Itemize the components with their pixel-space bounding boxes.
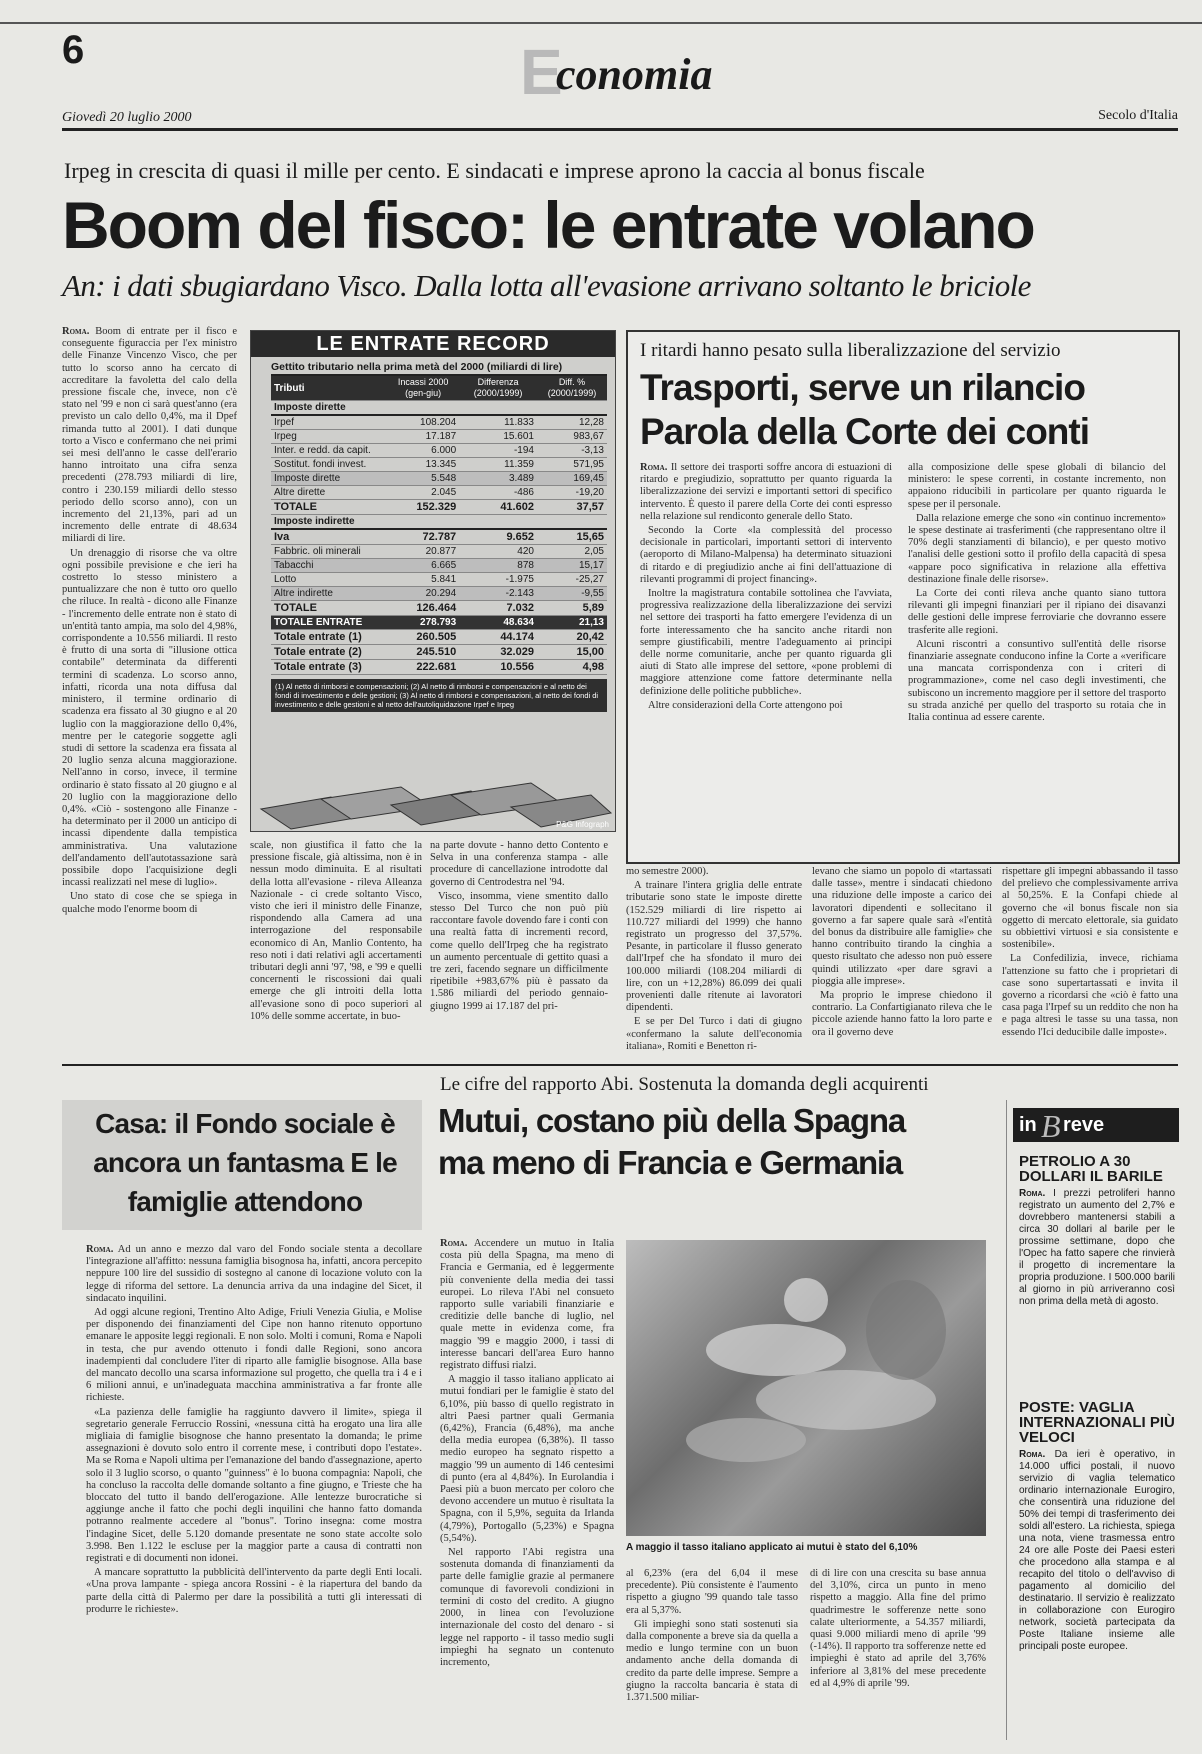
mutui-kicker: Le cifre del rapporto Abi. Sostenuta la domanda degli acquirenti bbox=[440, 1074, 929, 1095]
mutui-column-2 bbox=[626, 1568, 798, 1744]
entrate-record-infographic bbox=[250, 330, 616, 832]
main-paragraph: levano che siamo un popolo di «tartassati dalle tasse», mentre i sindacati chiedono una riduzione delle imposte a carico dei lavoratori dipendenti e sollecitano il governo a far sapere quale sarà «l'entità del bonus da distribuire alle famiglie» che hanno contribuito tirando la cinghia a questo risultato che adesso non può essere quindi utilizzato «per dare sgravi a pioggia alle imprese». bbox=[812, 866, 992, 987]
section-logo-initial: E bbox=[520, 36, 563, 108]
casa-dateline: Roma. bbox=[86, 1244, 114, 1255]
table-cell: Imposte dirette bbox=[271, 472, 387, 486]
in-breve-box bbox=[1006, 1100, 1179, 1740]
main-paragraph: rispettare gli impegni abbassando il tasso del prelievo che complessivamente arriva al 50,25%. E la Confapi chiede al governo che «il bonus fiscale non sia oggetto di mercato elettorale, sia guidato su obbiettivi virtuosi e sia consistente e sostenibile». bbox=[1002, 866, 1178, 951]
table-cell: TOTALE bbox=[271, 500, 387, 515]
table-cell: 5.548 bbox=[387, 472, 459, 486]
casa-paragraph: «La pazienza delle famiglie ha raggiunto davvero il limite», spiega il segretario generale Ferruccio Rossini, «nessuna città ha erogato una lira alle migliaia di famiglie bisognose che hanno presentato la domanda; le prime assegnazioni è dovuto solo entro il corrente mese, i contributi dopo l'estate». Ma se Roma e Napoli ultima per l'emanazione del bando d'assegnazione, aperto solo il 3 luglio scorso, o quanto "guinness" è lo buona compagnia: Napoli, che ha concluso la raccolta delle domande soltanto a fine giugno, e Trieste che ha bloccato del tutto il bando dell'erogazione. Alle lentezze burocratiche si aggiunge anche il fatto che pochi degli inquilini che hanno fatto domanda potranno realmente accedere al "bonus". Torino insegna: come mostra l'indagine Sicet, delle 5.120 domande presentate ne sono state accolte solo 3.998. Ben 1.122 le escluse per la maggior parte a causa di contratti non registrati e di documenti non idonei. bbox=[86, 1406, 422, 1565]
table-cell: Totale entrate (1) bbox=[271, 630, 387, 645]
table-cell: Totale entrate (3) bbox=[271, 660, 387, 675]
table-row bbox=[271, 430, 607, 444]
top-rule bbox=[0, 22, 1202, 24]
table-row bbox=[271, 630, 607, 645]
main-paragraph: Ma proprio le imprese chiedono il contrario. La Confartigianato rileva che le piccole aziende hanno fatto la loro parte e ora il governo deve bbox=[812, 990, 992, 1038]
brief-title: PETROLIO A 30 DOLLARI IL BARILE bbox=[1019, 1153, 1163, 1185]
main-paragraph: A trainare l'intera griglia delle entrate tributarie sono state le imposte dirette (152.529 miliardi di lire rispetto ai 110.727 miliardi del 1999) che hanno registrato un progresso del 37,57%. Pesante, in particolare il flusso generato dall'Irpef che ha sfondato il muro dei 100.000 miliardi (108.204 miliardi di lire, con un +12,28%) 86.099 dei quali provenienti dalle ritenute ai lavoratori dipendenti. bbox=[626, 880, 802, 1014]
header-cell: Incassi 2000 (gen-giu) bbox=[387, 376, 459, 401]
transport-kicker: I ritardi hanno pesato sulla liberalizzazione del servizio bbox=[640, 340, 1061, 361]
table-cell: 5.841 bbox=[387, 573, 459, 587]
table-cell: TOTALE bbox=[271, 601, 387, 616]
table-cell: Iva bbox=[271, 529, 387, 545]
table-cell: 5,89 bbox=[537, 601, 607, 616]
table-cell: Fabbric. oli minerali bbox=[271, 545, 387, 559]
transport-paragraph: La Corte dei conti rileva anche quanto siano tuttora rilevanti gli impegni finanziari per il ripiano dei disavanzi delle gestioni delle imprese ferroviarie che dovranno essere trasferite alle regioni. bbox=[908, 588, 1166, 636]
table-row bbox=[271, 529, 607, 545]
table-cell: -25,27 bbox=[537, 573, 607, 587]
mutui-paragraph: Accendere un mutuo in Italia costa più della Spagna, ma meno di Francia e Germania, ed è leggermente più conveniente della media dei tassi europei. Lo rileva l'Abi nel consueto rapporto sulle variabili finanziarie e creditizie delle banche di luglio, nel quale mette in evidenza come, fra maggio '99 e maggio 2000, i tassi di interesse bancari dell'area Euro hanno registrato diffusi rialzi. bbox=[440, 1238, 614, 1372]
brief-title: POSTE: VAGLIA INTERNAZIONALI PIÙ VELOCI bbox=[1019, 1399, 1175, 1446]
main-paragraph: scale, non giustifica il fatto che la pressione fiscale, già altissima, non è in nessun modo diminuita. E al risultati della lotta all'evasione - rileva Alleanza Nazionale - ci crede soltanto Visco, visto che ieri il ministro delle Finanze, rispondendo alla Camera ad una interrogazione del responsabile economico di An, Manlio Contento, ha reso noti i dati relativi agli accertamenti tributari degli anni '97, '98, e '99 e quelli concernenti le riscossioni dai quali emerge che gli introiti della lotta all'evasione sono di poco superiori al 10% delle somme accertate, in buo- bbox=[250, 840, 422, 1022]
table-section-label: Imposte dirette bbox=[271, 401, 607, 416]
transport-headline-1: Trasporti, serve un rilancio bbox=[640, 367, 1085, 408]
table-cell: 983,67 bbox=[537, 430, 607, 444]
table-row bbox=[271, 458, 607, 472]
transport-paragraph: alla composizione delle spese globali di bilancio del ministero: le spese correnti, in costante incremento, non appaiono riducibili in particolare per quanto riguarda le spese per il personale. bbox=[908, 462, 1166, 510]
transport-paragraph: Inoltre la magistratura contabile sottolinea che l'avviata, progressiva realizzazione della liberalizzazione dei servizi nel settore dei trasporti ha fatto emergere l'evidenza di un forte interessamento che ha sancito anche ritardi non sempre giustificabili, mentre l'adeguamento ai principi delle norme comunitarie, anche per quanto riguarda gli aiuti di Stato alle imprese del settore, «pone problemi di maggiore attenzione come fattore determinante nella definizione delle politiche pubbliche». bbox=[640, 588, 892, 697]
table-row bbox=[271, 645, 607, 660]
main-paragraph: Uno stato di cose che se spiega in qualche modo l'enorme boom di bbox=[62, 891, 237, 915]
table-cell: 245.510 bbox=[387, 645, 459, 660]
in-breve-logo bbox=[1013, 1108, 1179, 1142]
transport-dateline: Roma. bbox=[640, 462, 668, 473]
table-cell: 6.000 bbox=[387, 444, 459, 458]
transport-paragraph: Altre considerazioni della Corte attengono poi bbox=[648, 699, 843, 711]
transport-article-box bbox=[626, 330, 1180, 864]
table-cell: 169,45 bbox=[537, 472, 607, 486]
table-cell: 260.505 bbox=[387, 630, 459, 645]
table-row bbox=[271, 573, 607, 587]
table-cell: Irpeg bbox=[271, 430, 387, 444]
infographic-table-wrap bbox=[271, 376, 607, 712]
transport-paragraph: Dalla relazione emerge che sono «in continuo incremento» le spese destinate ai trasferimenti (che rappresentano oltre il 70% degli stanziamenti di bilancio), e per questo motivo l'analisi delle gestioni sotto il profilo della capacità di spesa «appare poco significativa in relazione alla effettiva destinazione finale delle risorse». bbox=[908, 512, 1166, 585]
main-column-5 bbox=[812, 866, 992, 1056]
mutui-column-1 bbox=[440, 1238, 614, 1744]
table-cell: 13.345 bbox=[387, 458, 459, 472]
table-cell: 7.032 bbox=[459, 601, 537, 616]
transport-column-2 bbox=[908, 462, 1166, 852]
table-cell: -19,20 bbox=[537, 486, 607, 500]
table-cell: Lotto bbox=[271, 573, 387, 587]
transport-paragraph: Secondo la Corte «la complessità del processo decisionale in particolari, importanti settori di intervento (aeroporto di Milano-Malpensa) ha determinato situazioni di ritardo e di pregiudizio anche ai fini dell'attuazione di rilevanti programmi di project financing». bbox=[640, 525, 892, 585]
main-paragraph: E se per Del Turco i dati di giugno «confermano la salute dell'economia italiana», Romiti e Benetton ri- bbox=[626, 1016, 802, 1052]
brief-dateline: Roma. bbox=[1019, 1449, 1046, 1460]
mutui-paragraph: di di lire con una crescita su base annua del 3,10%, circa un punto in meno rispetto a maggio. Alla fine del primo quadrimestre le sofferenze nette sono calate ulteriormente, a 54.357 miliardi, quasi 9.000 miliardi meno di aprile '99 (-14%). Il rapporto tra sofferenze nette ed impieghi è stato ad aprile del 3,76% inferiore al 3,81% del mese precedente ed al 4,9% di aprile '99. bbox=[810, 1568, 986, 1689]
main-dateline: Roma. bbox=[62, 326, 90, 337]
table-cell: 9.652 bbox=[459, 529, 537, 545]
mutui-column-3 bbox=[810, 1568, 986, 1744]
table-cell: -3,13 bbox=[537, 444, 607, 458]
mutui-headline-1: Mutui, costano più della Spagna bbox=[438, 1102, 906, 1139]
table-row bbox=[271, 486, 607, 500]
table-cell: Altre dirette bbox=[271, 486, 387, 500]
mutui-paragraph: Gli impieghi sono stati sostenuti sia dalla componente a breve sia da quella a medio e lungo termine con un buon andamento anche della domanda di credito da parte delle imprese. Sempre a giugno la raccolta bancaria è stata di 1.371.500 miliar- bbox=[626, 1618, 798, 1704]
table-cell: Tabacchi bbox=[271, 559, 387, 573]
table-section-label: Imposte indirette bbox=[271, 515, 607, 530]
main-paragraph: La Confedilizia, invece, richiama l'attenzione su fatto che i proprietari di case sono supertartassati e invita il governo a ricordarsi che «ciò è fatto una casa paga l'Irpef su un reddito che non ha e paga altresì le tasse su una tassa, non essendo l'Ici deducibile dalle imposte». bbox=[1002, 953, 1178, 1038]
page-number: 6 bbox=[62, 28, 85, 72]
table-cell: 2.045 bbox=[387, 486, 459, 500]
in-breve-logo-post: reve bbox=[1063, 1114, 1105, 1136]
mutui-headline-2: ma meno di Francia e Germania bbox=[438, 1144, 903, 1181]
table-cell: 878 bbox=[459, 559, 537, 573]
table-cell: 32.029 bbox=[459, 645, 537, 660]
infographic-footnote: (1) Al netto di rimborsi e compensazioni; (2) Al netto di rimborsi e compensazioni e al netto dei fondi di investimento e delle gestioni; (3) Al netto di rimborsi e compensazioni, al netto dei fondi di investimento e delle gestioni e al netto dell'autoliquidazione Irpef e Irpeg bbox=[271, 679, 607, 712]
entrate-table-body bbox=[271, 401, 607, 675]
table-cell: Sostitut. fondi invest. bbox=[271, 458, 387, 472]
table-cell: 126.464 bbox=[387, 601, 459, 616]
issue-date: Giovedì 20 luglio 2000 bbox=[62, 110, 192, 125]
brief-dateline: Roma. bbox=[1019, 1188, 1046, 1199]
table-cell: 44.174 bbox=[459, 630, 537, 645]
main-paragraph: Visco, insomma, viene smentito dallo stesso Del Turco che non può più raccontare favole dovendo fare i conti con una realtà fatta di incrementi record, come quello dell'Irpeg che ha registrato un aumento percentuale di gettito quasi a tre zeri, facendo segnare un difficilmente ripetibile +983,67% più è passato da 1.586 miliardi del periodo gennaio-giugno 1999 ai 17.187 del pri- bbox=[430, 890, 608, 1012]
main-headline: Boom del fisco: le entrate volano bbox=[62, 188, 1034, 262]
in-breve-logo-b: B bbox=[1041, 1108, 1061, 1144]
table-cell: 21,13 bbox=[537, 616, 607, 630]
table-row bbox=[271, 545, 607, 559]
table-cell: 4,98 bbox=[537, 660, 607, 675]
transport-paragraph: Il settore dei trasporti soffre ancora di estuazioni di ritardo e pregiudizio, soprattutto per quanto riguarda la liberalizzazione dei servizi e importanti settori di specifico intervento. È questo il parere della Corte dei conti espresso nella relazione sul rendiconto generale dello Stato. bbox=[640, 462, 892, 522]
table-cell: 108.204 bbox=[387, 415, 459, 430]
header-cell: Tributi bbox=[271, 376, 387, 401]
paper-name: Secolo d'Italia bbox=[1098, 108, 1178, 123]
table-cell: -194 bbox=[459, 444, 537, 458]
brief-text: Da ieri è operativo, in 14.000 uffici postali, il nuovo servizio di vaglia telematico ordinario internazionale Eurogiro, che consentirà una riduzione del 50% dei tempi di trasferimento dei soldi all'estero. La richiesta, spiega una nota, viene trasmessa entro 24 ore alle Poste dei Paesi esteri che procedono alla stampa e al recapito del titolo o dell'avviso di pagamento al domicilio del destinatario. Il servizio è realizzato in collaborazione con Eurogiro network, società partecipata da Poste Italiane insieme alle principali poste europee. bbox=[1019, 1449, 1176, 1652]
in-breve-logo-pre: in bbox=[1019, 1114, 1037, 1136]
table-cell: 15.601 bbox=[459, 430, 537, 444]
table-cell: 6.665 bbox=[387, 559, 459, 573]
table-row bbox=[271, 601, 607, 616]
casa-paragraph: Ad un anno e mezzo dal varo del Fondo sociale stenta a decollare l'integrazione all'affitto: nessuna famiglia bisognosa ha, infatti, ancora percepito neppure 100 lire del sussidio di sostegno al canone di locazione voluto con la legge di riforma del settore. La denuncia arriva da una indagine del Sicet, il sindacato inquilini. bbox=[86, 1244, 422, 1304]
table-row bbox=[271, 660, 607, 675]
main-paragraph: Boom di entrate per il fisco e conseguente figuraccia per l'ex ministro delle Finanze Vincenzo Visco, che per tutto lo scorso anno ha cercato di accreditare la favoletta del calo della pressione fiscale che, invece, non c'è stato nel '99 e non ci sarà quest'anno (era previsto un calo dello 0,4%, ma il Dpef rimanda tutto al 2001). I dati dunque torto a Visco e confermano che nei primi sei mesi dell'anno le casse dell'erario hanno introitato una cifra senza precedenti (278.793 miliardi di lire, contro i 230.159 miliardi dello stesso periodo dello scorso anno), con un incremento del 21,13%, pari ad un incremento delle entrate di 48.634 miliardi di lire. bbox=[62, 326, 237, 545]
main-kicker: Irpeg in crescita di quasi il mille per cento. E sindacati e imprese aprono la caccia al bonus fiscale bbox=[64, 158, 925, 183]
header-cell: Diff. % (2000/1999) bbox=[537, 376, 607, 401]
main-column-3 bbox=[430, 840, 608, 1056]
table-cell: 20.877 bbox=[387, 545, 459, 559]
table-cell: 278.793 bbox=[387, 616, 459, 630]
table-cell: 10.556 bbox=[459, 660, 537, 675]
casa-paragraph: A mancare soprattutto la pubblicità dell'intervento da parte degli Enti locali. «Una prova lampante - spiega ancora Rossini - è la riapertura del bando da parte della città di Palermo per dare la possibilità a tutti gli interessati di produrre le richieste». bbox=[86, 1567, 422, 1615]
brief-item bbox=[1019, 1400, 1175, 1653]
table-cell: 12,28 bbox=[537, 415, 607, 430]
transport-paragraph: Alcuni riscontri a consuntivo sull'entità delle risorse finanziarie assegnate conducono infine la Corte a «verificare una mancata corrispondenza con i criteri di programmazione», come nel caso degli investimenti, che subiscono un incremento maggiore per il settore del trasporto su strada anziché per quello del trasporto su rotaia che in Italia continua ad essere carente. bbox=[908, 638, 1166, 724]
table-cell: 15,65 bbox=[537, 529, 607, 545]
infographic-title: LE ENTRATE RECORD bbox=[251, 331, 615, 357]
section-divider bbox=[62, 1064, 1178, 1066]
table-cell: Inter. e redd. da capit. bbox=[271, 444, 387, 458]
table-cell: 11.833 bbox=[459, 415, 537, 430]
main-column-2 bbox=[250, 840, 422, 1056]
table-cell: -486 bbox=[459, 486, 537, 500]
table-cell: 420 bbox=[459, 545, 537, 559]
brief-item bbox=[1019, 1154, 1175, 1308]
mutui-paragraph: Nel rapporto l'Abi registra una sostenuta domanda di finanziamenti da parte delle famiglie grazie al permanere comunque di favorevoli condizioni in termini di costo del credito. A giugno 2000, in linea con l'evoluzione internazionale del costo del denaro - si legge nel rapporto - il tasso medio sugli impieghi ha segnato un contenuto incremento, bbox=[440, 1547, 614, 1668]
table-cell: 15,00 bbox=[537, 645, 607, 660]
table-cell: 571,95 bbox=[537, 458, 607, 472]
table-row bbox=[271, 587, 607, 601]
main-paragraph: mo semestre 2000). bbox=[626, 866, 709, 877]
table-cell: 2,05 bbox=[537, 545, 607, 559]
table-cell: Totale entrate (2) bbox=[271, 645, 387, 660]
table-cell: Irpef bbox=[271, 415, 387, 430]
table-cell: 48.634 bbox=[459, 616, 537, 630]
masthead-rule bbox=[62, 128, 1178, 131]
table-cell: 37,57 bbox=[537, 500, 607, 515]
mutui-paragraph: A maggio il tasso italiano applicato ai mutui fondiari per le famiglie è stato del 6,10%, più basso di quello registrato in altri Paesi partner quali Germania (6,42%), Francia (6,48%), ma anche della media europea (6,38%). Il tasso medio europeo ha segnato rispetto a maggio '99 un aumento di 146 centesimi di punto (era al 4,84%). In Eurolandia i Paesi più a buon mercato per coloro che devono accendere un mutuo è risultata la Spagna, con il 5,9%, seguita da Irlanda (4,79%), Portogallo (5,23%) e Spagna (5,54%). bbox=[440, 1374, 614, 1544]
entrate-table-header bbox=[271, 376, 607, 401]
section-logo-text: conomia bbox=[556, 50, 713, 99]
main-column-1 bbox=[62, 326, 237, 1056]
main-paragraph: Un drenaggio di risorse che va oltre ogni possibile previsione e che ieri ha costretto lo stesso ministero a puntualizzare che non è tutto oro quello che riluce. In realtà - dicono alle Finanze - l'incremento delle entrate non è stato di un'entità tanto ampia, ma solo del 4,98%, corrispondente a 10.556 miliardi. Il resto è frutto di una sorta di "illusione ottica contabile" determinata da differenti termini di scadenza. Lo scorso anno, infatti, ricorda una nota diffusa dal ministero, il termine ordinario di scadenza era fissato al 30 giugno e al 20 luglio con la maggiorazione dello 0,4%, mentre per le categorie soggette agli studi di settore la scadenza era fissata al 20 luglio senza alcuna maggiorazione. Nell'anno in corso, invece, il termine ordinario è stato fissato al 20 giugno e al 20 luglio con la maggiorazione dello 0,4%. «Ciò - sostengono alle Finanze - ha determinato per il 2000 un anticipo di incassi dipendente dalla tempistica amministrativa. Una valutazione dell'andamento dell'autotassazione sarà possibile dopo l'acquisizione degli incassi realizzati nel mese di luglio». bbox=[62, 547, 237, 889]
infographic-subtitle: Gettito tributario nella prima metà del 2000 (miliardi di lire) bbox=[271, 360, 607, 376]
table-cell: 3.489 bbox=[459, 472, 537, 486]
table-cell: 152.329 bbox=[387, 500, 459, 515]
photo-caption: A maggio il tasso italiano applicato ai mutui è stato del 6,10% bbox=[626, 1542, 918, 1553]
table-cell: -2.143 bbox=[459, 587, 537, 601]
mutui-paragraph: al 6,23% (era del 6,04 il mese precedente). Più consistente è l'aumento rispetto a giugno '99 quando tale tasso era al 5,37%. bbox=[626, 1568, 798, 1616]
main-paragraph: na parte dovute - hanno detto Contento e Selva in una conferenza stampa - alle procedure di cancellazione introdotte dal governo di Centrodestra nel '94. bbox=[430, 840, 608, 888]
table-cell: Altre indirette bbox=[271, 587, 387, 601]
main-subhead: An: i dati sbugiardano Visco. Dalla lotta all'evasione arrivano soltanto le briciole bbox=[62, 268, 1031, 303]
table-row bbox=[271, 444, 607, 458]
main-column-6 bbox=[1002, 866, 1178, 1056]
table-row bbox=[271, 472, 607, 486]
casa-headline: Casa: il Fondo sociale è ancora un fantasma E le famiglie attendono bbox=[93, 1108, 397, 1217]
transport-headline-2: Parola della Corte dei conti bbox=[640, 411, 1090, 452]
casa-body bbox=[86, 1244, 422, 1744]
table-cell: 222.681 bbox=[387, 660, 459, 675]
table-cell: -1.975 bbox=[459, 573, 537, 587]
table-section-row bbox=[271, 515, 607, 530]
table-cell: 41.602 bbox=[459, 500, 537, 515]
table-cell: 20,42 bbox=[537, 630, 607, 645]
money-photo-icon bbox=[626, 1240, 986, 1536]
table-row bbox=[271, 500, 607, 515]
table-cell: -9,55 bbox=[537, 587, 607, 601]
brief-text: I prezzi petroliferi hanno registrato un aumento del 2,7% e dovrebbero mantenersi stabili a circa 30 dollari al barile per le prossime settimane, dopo che l'Opec ha fatto sapere che rinvierà il progetto di incrementare la propria produzione. I 500.000 barili al giorno in più arriveranno così non prima della metà di agosto. bbox=[1019, 1188, 1176, 1307]
table-row bbox=[271, 415, 607, 430]
banknotes-photo bbox=[626, 1240, 986, 1536]
table-cell: 11.359 bbox=[459, 458, 537, 472]
table-cell: TOTALE ENTRATE bbox=[271, 616, 387, 630]
transport-column-1 bbox=[640, 462, 892, 852]
table-row bbox=[271, 559, 607, 573]
table-row bbox=[271, 616, 607, 630]
table-cell: 20.294 bbox=[387, 587, 459, 601]
infographic-credit: P&G Infograph bbox=[556, 820, 609, 829]
table-cell: 17.187 bbox=[387, 430, 459, 444]
table-cell: 15,17 bbox=[537, 559, 607, 573]
casa-paragraph: Ad oggi alcune regioni, Trentino Alto Adige, Friuli Venezia Giulia, e Molise per disponendo dei finanziamenti del Cipe non hanno ritenuto opportuno emanare le apposite leggi regionali. E non solo. Molti i comuni, Roma e Napoli in testa, che pur avendo ottenuto i fondi dalle Regioni, sono ancora inadempienti dal concludere l'iter di riparto alle famiglie bisognose. Alla base del mancato decollo una scarsa informazione sul progetto, che quella tra i 4 e i 6 milioni annui, e un'inadeguata macchina amministrativa a far fronte alle richieste. bbox=[86, 1307, 422, 1404]
table-section-row bbox=[271, 401, 607, 416]
header-cell: Differenza (2000/1999) bbox=[459, 376, 537, 401]
table-cell: 72.787 bbox=[387, 529, 459, 545]
mutui-dateline: Roma. bbox=[440, 1238, 468, 1249]
main-column-4 bbox=[626, 866, 802, 1056]
entrate-table bbox=[271, 376, 607, 675]
